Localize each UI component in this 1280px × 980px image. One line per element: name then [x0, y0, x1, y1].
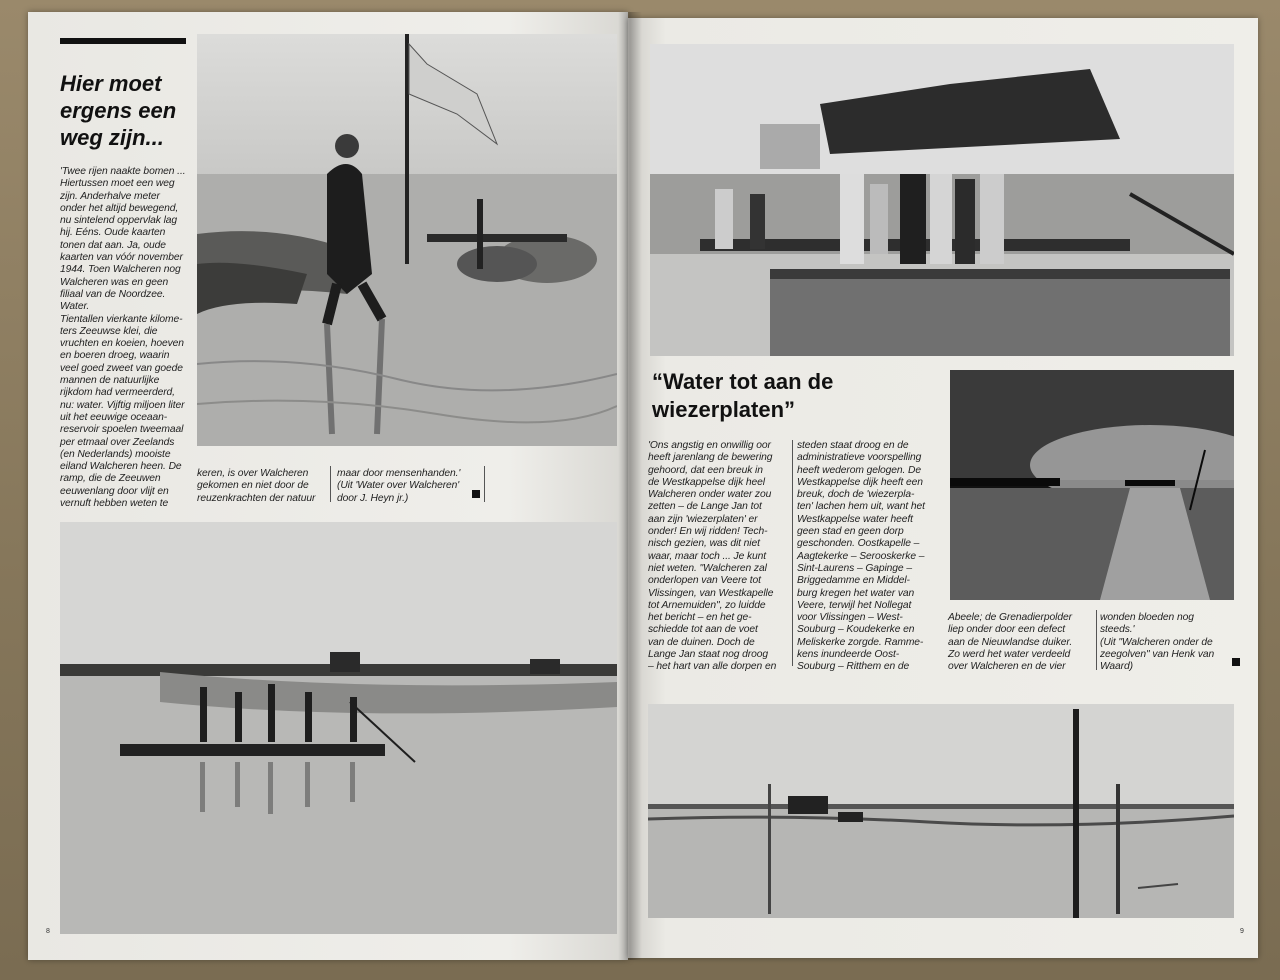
- magazine-spine: [618, 12, 642, 960]
- photo-flooded-horizon-sunset: [950, 370, 1234, 600]
- right-headline-line-2: wiezerplaten”: [652, 397, 796, 422]
- column-divider-4: [1096, 610, 1097, 670]
- right-headline: [652, 368, 942, 424]
- column-divider-3: [792, 440, 793, 666]
- photo-girls-on-dock: [650, 44, 1234, 356]
- photo-man-pushing-cart: [197, 34, 617, 446]
- column-divider: [330, 466, 331, 502]
- column-divider-2: [484, 466, 485, 502]
- right-body-column-3: Abeele; de Grenadierpolder liep onder door een defect aan de Nieuwlandse duiker. Zo werd het water verdeeld over Walcheren en de vier: [948, 612, 1073, 673]
- right-headline-line-1: “Water tot aan de: [652, 369, 834, 394]
- right-page-number: 9: [1240, 928, 1244, 935]
- right-body-column-2: steden staat droog en de administratieve voorspelling heeft wederom gelogen. De Westkappelse dijk heeft een breuk, doch de 'wiezerpla- ten' lachen hem uit, want het Westkappelse water heeft geen stad en geen dorp geschonden. Oostkapelle – Aagtekerke – Serooskerke – Sint-Laurens – Gapinge – Briggedamme en Middel- burg kregen het water van Veere, terwijl het Nollegat voor Vlissingen – West- Souburg – Koudekerke en Meliskerke zorgde. Ramme- kens inundeerde Oost- Souburg – Ritthem en de: [797, 440, 925, 673]
- left-headline: [60, 70, 190, 151]
- photo-men-on-raft: [60, 522, 617, 934]
- left-page-number: 8: [46, 928, 50, 935]
- left-headline-line-3: weg zijn...: [60, 125, 164, 150]
- left-body-column-1: 'Twee rijen naakte bomen ... Hiertussen moet een weg zijn. Anderhalve meter onder het altijd bewegend, nu sintelend oppervlak lag hij. Eéns. Oude kaarten tonen dat aan. Ja, oude kaarten van vóór november 1944. Toen Walcheren nog Walcheren was en geen filiaal van de Noordzee. Water. Tientallen vierkante kilome- ters Zeeuwse klei, die vruchten en koeien, hoeven en boeren droeg, waarin veel goed zweet van goede mannen de natuurlijke rijkdom had vermeerderd, nu: water. Vijftig miljoen liter uit het eeuwige oceaan- reservoir spoelen tweemaal per etmaal over Zeelands (en Nederlands) mooiste eiland Walcheren heen. De ramp, die de Zeeuwen eeuwenlang door vlijt en vernuft hebben weten te: [60, 166, 186, 510]
- photo-horse-cart-flood: [648, 704, 1234, 918]
- headline-rule: [60, 38, 186, 44]
- end-mark-right: [1232, 658, 1240, 666]
- left-headline-line-1: Hier moet: [60, 71, 162, 96]
- left-body-column-3: maar door mensenhanden.' (Uit 'Water over Walcheren' door J. Heyn jr.): [337, 468, 461, 504]
- left-body-column-2: keren, is over Walcheren gekomen en niet door de reuzenkrachten der natuur: [197, 468, 316, 504]
- left-headline-line-2: ergens een: [60, 98, 177, 123]
- end-mark-left: [472, 490, 480, 498]
- right-body-column-1: 'Ons angstig en onwillig oor heeft jarenlang de bewering gehoord, dat een breuk in de Westkappelse dijk heel Walcheren onder water zou zetten – de Lange Jan tot aan zijn 'wiezerplaten' er onder! En wij ridden! Tech- nisch gezien, was dit niet waar, maar toch ... Je kunt niet weten. "Walcheren zal onderlopen van Veere tot Vlissingen, van Westkapelle tot Arnemuiden", zo luidde het bericht – en het ge- schiedde tot aan de voet van de duinen. Doch de Lange Jan staat nog droog – het hart van alle dorpen en: [648, 440, 777, 673]
- right-body-column-4: wonden bloeden nog steeds.' (Uit "Walcheren onder de zeegolven" van Henk van Waard): [1100, 612, 1215, 673]
